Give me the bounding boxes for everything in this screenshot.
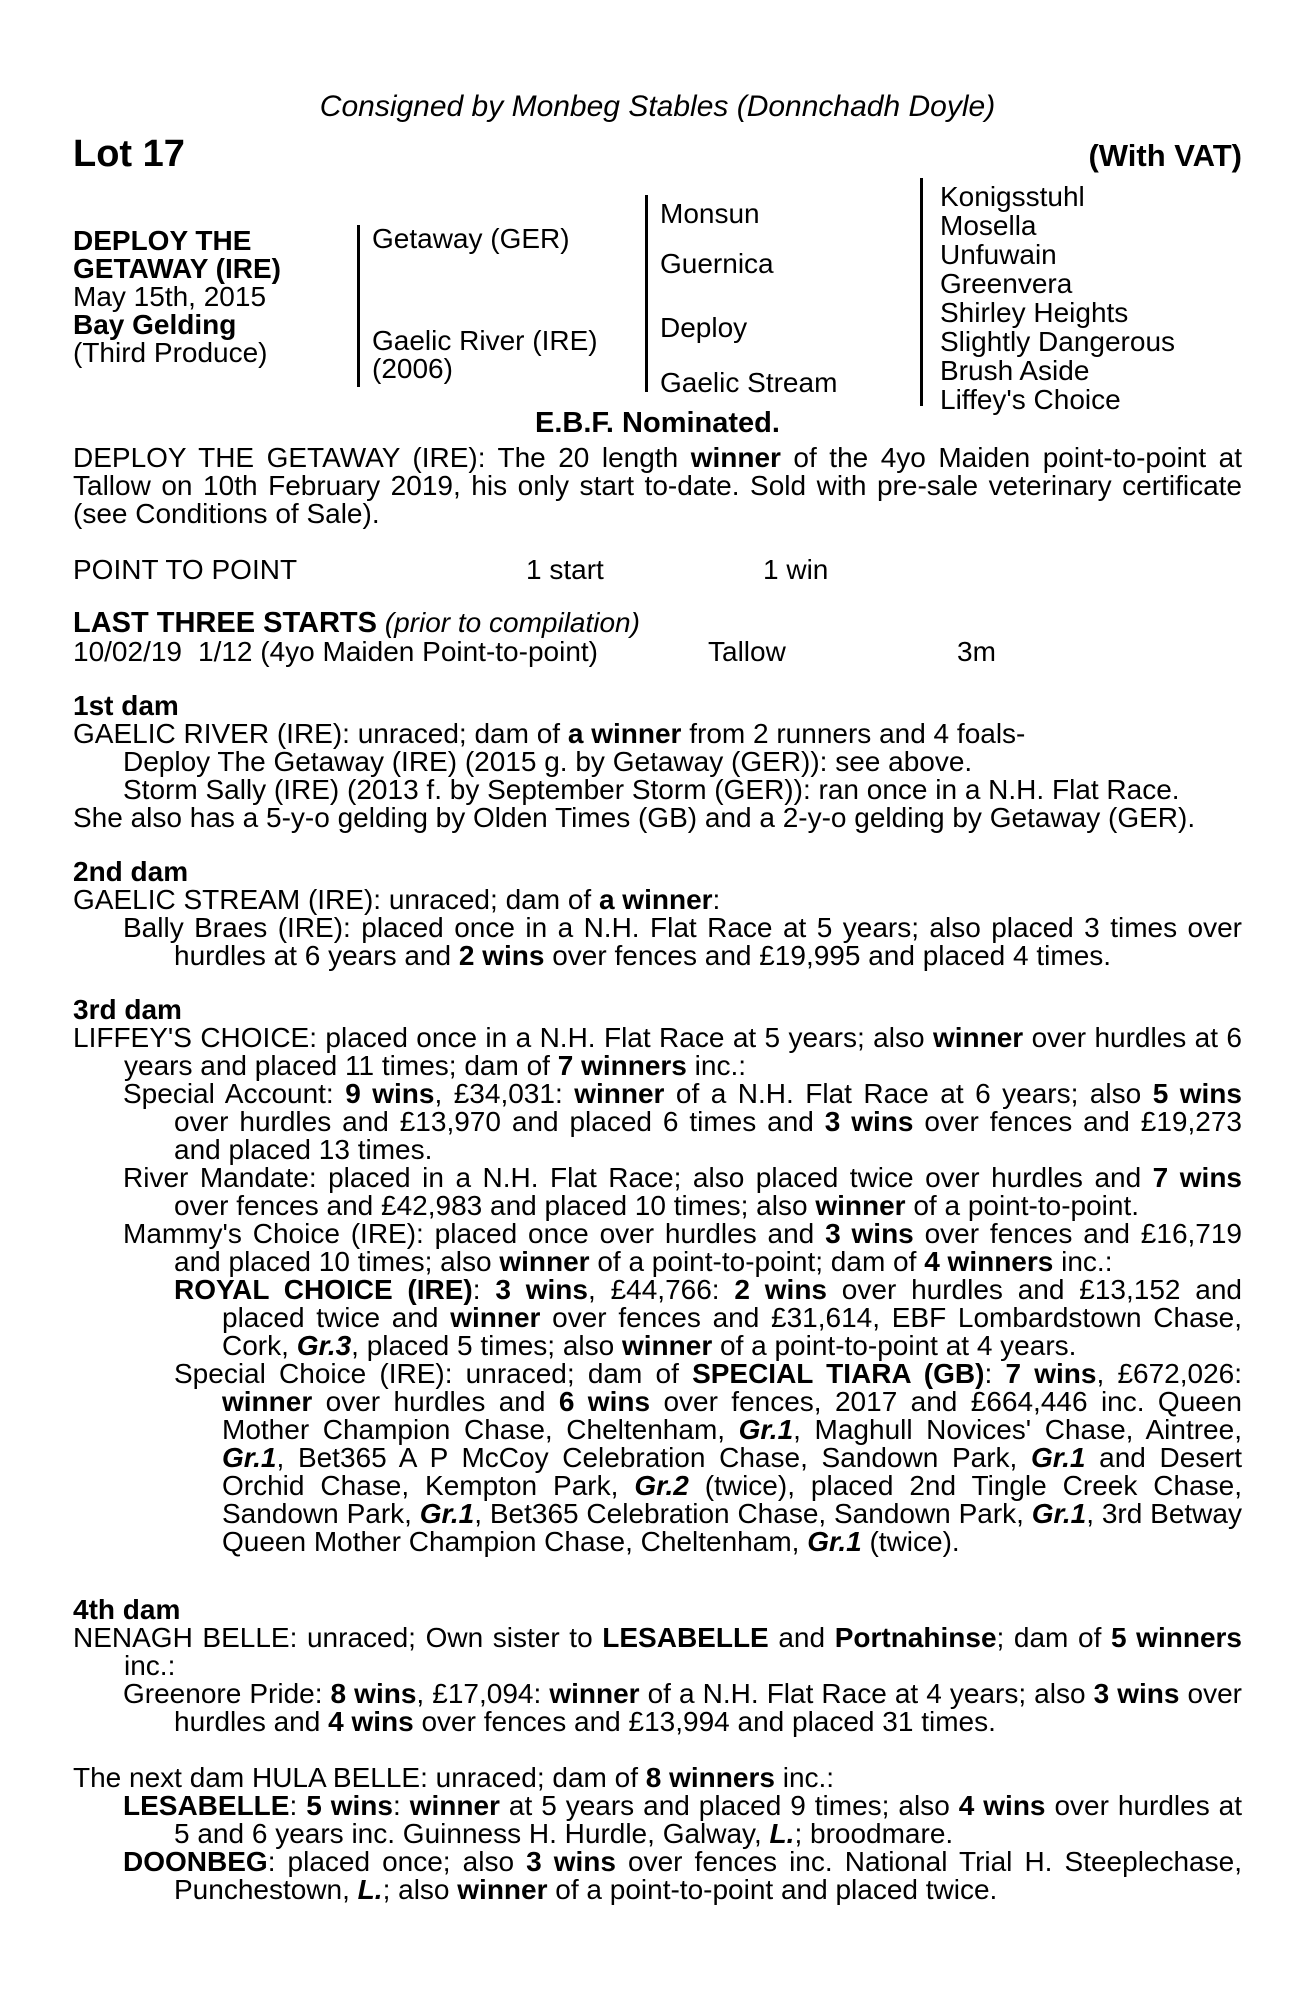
lot-number: Lot 17 — [73, 133, 185, 175]
consignor-line: Consigned by Monbeg Stables (Donnchadh Doyle) — [319, 90, 996, 123]
pedigree-paragraph: The next dam HULA BELLE: unraced; dam of 8 winners inc.: — [73, 1762, 835, 1793]
pedigree-paragraph: GAELIC RIVER (IRE): unraced; dam of a winner from 2 runners and 4 foals- — [73, 718, 1026, 749]
pedigree-paragraph: ROYAL CHOICE (IRE): 3 wins, £44,766: 2 wins over hurdles and £13,152 and placed twice and winner over fences and £31,614, EBF Lombardstown Chase, Cork, Gr.3, placed 5 times; also winner of a point-to-point at 4 years. — [174, 1274, 1242, 1361]
horse-name-line-1: DEPLOY THE — [73, 225, 252, 256]
section-next-dam — [73, 1764, 1242, 1904]
great-grandparent: Shirley Heights — [940, 297, 1129, 328]
pedigree-paragraph: Mammy's Choice (IRE): placed once over hurdles and 3 wins over fences and £16,719 and placed 10 times; also winner of a point-to-point; dam of 4 winners inc.: — [123, 1218, 1243, 1277]
last-starts-note: (prior to compilation) — [384, 607, 640, 638]
great-grandparent: Unfuwain — [940, 239, 1057, 270]
last-start-row — [73, 638, 1242, 666]
last-starts-title: LAST THREE STARTS — [73, 607, 377, 639]
pedigree-paragraph: NENAGH BELLE: unraced; Own sister to LESABELLE and Portnahinse; dam of 5 winners inc.: — [73, 1622, 1242, 1681]
record-wins: 1 win — [763, 554, 829, 585]
great-grandparents-column — [920, 178, 1255, 415]
lot-row — [73, 134, 1242, 174]
pedigree-paragraph: She also has a 5-y-o gelding by Olden Times (GB) and a 2-y-o gelding by Getaway (GER). — [73, 802, 1196, 833]
grandparents-column — [645, 195, 907, 398]
horse-details — [73, 227, 358, 367]
great-grandparent: Greenvera — [940, 268, 1073, 299]
horse-sex: Bay Gelding — [73, 309, 237, 340]
start-date: 10/02/19 — [73, 636, 182, 667]
last-starts-heading — [73, 608, 1242, 638]
foaling-date: May 15th, 2015 — [73, 281, 267, 312]
record-category: POINT TO POINT — [73, 554, 298, 585]
sire-name: Getaway (GER) — [372, 223, 570, 254]
dam-name: Gaelic River (IRE) — [372, 325, 598, 356]
pedigree-paragraph: Special Choice (IRE): unraced; dam of SPECIAL TIARA (GB): 7 wins, £672,026: winner over hurdles and 6 wins over fences, 2017 and £664,446 inc. Queen Mother Champion Chase, Cheltenham, Gr.1, Maghull Novices' Chase, Aintree, Gr.1, Bet365 A P McCoy Celebration Chase, Sandown Park, Gr.1 and Desert Orchid Chase, Kempton Park, Gr.2 (twice), placed 2nd Tingle Creek Chase, Sandown Park, Gr.1, Bet365 Celebration Chase, Sandown Park, Gr.1, 3rd Betway Queen Mother Champion Chase, Cheltenham, Gr.1 (twice). — [174, 1358, 1243, 1557]
sire-dam: Guernica — [660, 248, 774, 279]
section-heading: 2nd dam — [73, 856, 189, 887]
great-grandparent: Mosella — [940, 210, 1037, 241]
ebf-nominated-note: E.B.F. Nominated. — [535, 407, 780, 439]
pedigree-paragraph: LIFFEY'S CHOICE: placed once in a N.H. Flat Race at 5 years; also winner over hurdles at 6 years and placed 11 times; dam of 7 winners inc.: — [73, 1022, 1243, 1081]
section-heading: 1st dam — [73, 690, 179, 721]
section-4th-dam — [73, 1596, 1242, 1736]
start-distance: 3m — [957, 636, 996, 667]
pedigree-paragraph: River Mandate: placed in a N.H. Flat Race; also placed twice over hurdles and 7 wins over fences and £42,983 and placed 10 times; also winner of a point-to-point. — [123, 1162, 1242, 1221]
section-2nd-dam — [73, 858, 1242, 970]
section-heading: 3rd dam — [73, 994, 182, 1025]
pedigree-paragraph: Storm Sally (IRE) (2013 f. by September Storm (GER)): ran once in a N.H. Flat Race. — [123, 774, 1180, 805]
pedigree-paragraph: Greenore Pride: 8 wins, £17,094: winner of a N.H. Flat Race at 4 years; also 3 wins over hurdles and 4 wins over fences and £13,994 and placed 31 times. — [123, 1678, 1243, 1737]
great-grandparent: Liffey's Choice — [940, 384, 1121, 415]
pedigree-paragraph: Bally Braes (IRE): placed once in a N.H. Flat Race at 5 years; also placed 3 times over hurdles at 6 years and 2 wins over fences and £19,995 and placed 4 times. — [123, 912, 1242, 971]
pedigree-table — [73, 174, 1242, 415]
great-grandparent: Slightly Dangerous — [940, 326, 1176, 357]
dam-dam: Gaelic Stream — [660, 367, 838, 398]
great-grandparent: Konigsstuhl — [940, 181, 1085, 212]
sire-sire: Monsun — [660, 198, 760, 229]
dam-sire: Deploy — [660, 312, 748, 343]
section-1st-dam — [73, 692, 1242, 832]
pedigree-paragraph: DOONBEG: placed once; also 3 wins over fences inc. National Trial H. Steeplechase, Punchestown, L.; also winner of a point-to-point and placed twice. — [123, 1846, 1242, 1905]
pedigree-paragraph: GAELIC STREAM (IRE): unraced; dam of a winner: — [73, 884, 721, 915]
produce-note: (Third Produce) — [73, 337, 268, 368]
pedigree-paragraph: Deploy The Getaway (IRE) (2015 g. by Getaway (GER)): see above. — [123, 746, 973, 777]
start-result: 1/12 (4yo Maiden Point-to-point) — [198, 636, 598, 667]
section-3rd-dam — [73, 996, 1242, 1556]
parents-column — [357, 225, 637, 387]
horse-description: DEPLOY THE GETAWAY (IRE): The 20 length winner of the 4yo Maiden point-to-point at Tallow on 10th February 2019, his only start to-date. Sold with pre-sale veterinary certificate (see Conditions of Sale). — [73, 442, 1242, 529]
horse-name-line-2: GETAWAY (IRE) — [73, 253, 281, 284]
section-heading: 4th dam — [73, 1594, 181, 1625]
race-record-row — [73, 556, 1242, 584]
record-starts: 1 start — [526, 554, 604, 585]
pedigree-paragraph: Special Account: 9 wins, £34,031: winner of a N.H. Flat Race at 6 years; also 5 wins over hurdles and £13,970 and placed 6 times and 3 wins over fences and £19,273 and placed 13 times. — [123, 1078, 1242, 1165]
vat-note: (With VAT) — [1088, 138, 1242, 173]
great-grandparent: Brush Aside — [940, 355, 1090, 386]
pedigree-paragraph: LESABELLE: 5 wins: winner at 5 years and placed 9 times; also 4 wins over hurdles at 5 and 6 years inc. Guinness H. Hurdle, Galway, L.; broodmare. — [123, 1790, 1243, 1849]
start-venue: Tallow — [708, 636, 786, 667]
dam-foaling-year: (2006) — [372, 353, 453, 384]
